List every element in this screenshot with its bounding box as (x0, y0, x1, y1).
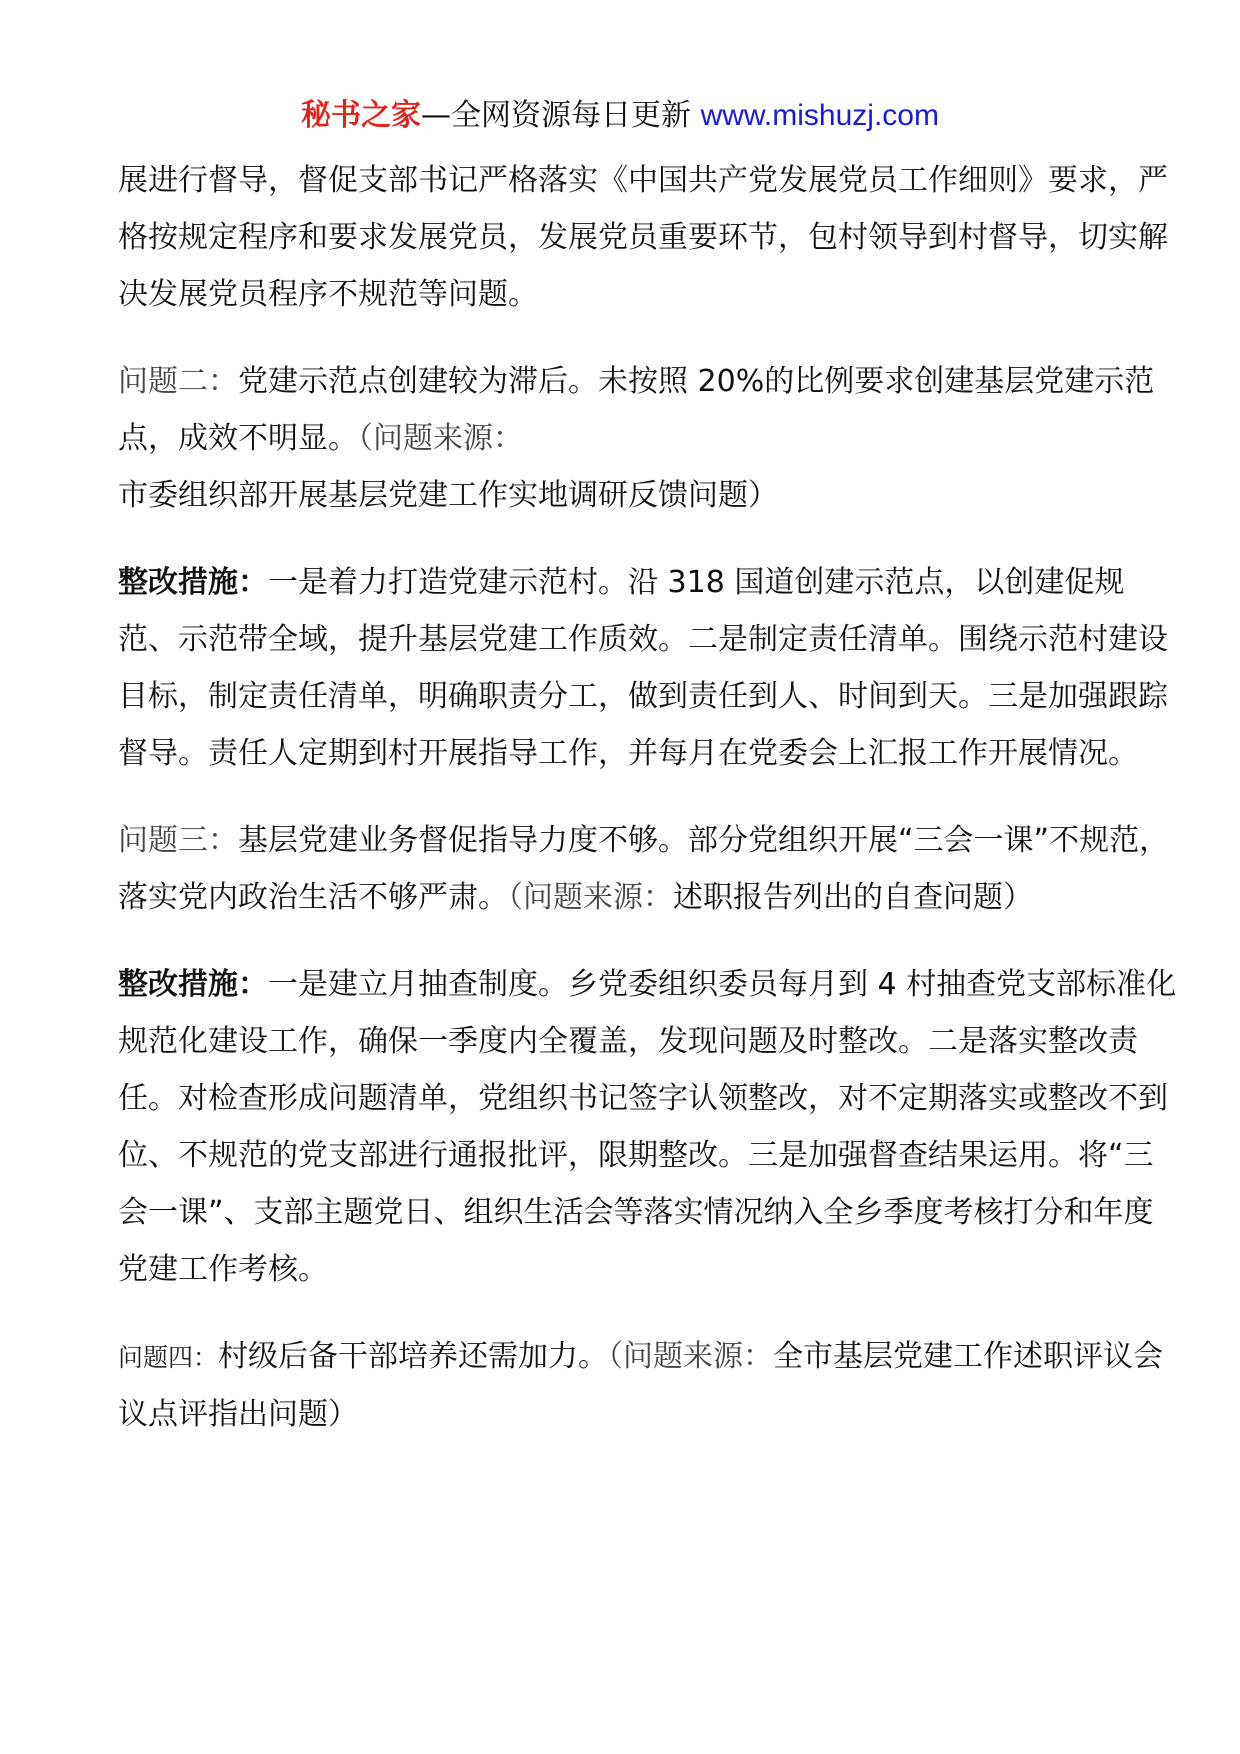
measures-two (118, 554, 1178, 782)
problem-four (118, 1328, 1178, 1443)
problem-source-text: 全市基层党建工作述职评议会议点评指出问题） (118, 1339, 1164, 1432)
brand-name: 秘书之家 (301, 98, 422, 133)
site-header (0, 96, 1240, 136)
problem-label: 问题四： (118, 1343, 219, 1372)
document-body (118, 152, 1178, 1473)
problem-text: 党建示范点创建较为滞后。未按照 20%的比例要求创建基层党建示范点，成效不明显。 (118, 364, 1155, 456)
problem-source-label: （问题来源： (608, 1339, 774, 1374)
problem-label: 问题二： (118, 364, 238, 399)
header-tagline: —全网资源每日更新 (421, 98, 701, 133)
measures-text: 一是建立月抽查制度。乡党委组织委员每月到 4 村抽查党支部标准化规范化建设工作，确保一季度内全覆盖，发现问题及时整改。二是落实整改责任。对检查形成问题清单，党组织书记签字认领整改，对不定期落实或整改不到位、不规范的党支部进行通报批评，限期整改。三是加强督查结果运用。将“三会一课”、支部主题党日、组织生活会等落实情况纳入全乡季度考核打分和年度党建工作考核。 (118, 967, 1177, 1287)
measures-text: 一是着力打造党建示范村。沿 318 国道创建示范点，以创建促规范、示范带全域，提升基层党建工作质效。二是制定责任清单。围绕示范村建设目标，制定责任清单，明确职责分工，做到责任到人、时间到天。三是加强跟踪督导。责任人定期到村开展指导工作，并每月在党委会上汇报工作开展情况。 (118, 565, 1168, 771)
problem-label: 问题三： (118, 823, 238, 858)
problem-two (118, 353, 1178, 524)
measures-label: 整改措施： (118, 565, 268, 600)
problem-source-text: 述职报告列出的自查问题） (673, 880, 1033, 915)
problem-source-label: （问题来源： (358, 421, 523, 456)
problem-source-label: （问题来源： (508, 880, 673, 915)
paragraph-text: 展进行督导，督促支部书记严格落实《中国共产党发展党员工作细则》要求，严格按规定程序和要求发展党员，发展党员重要环节，包村领导到村督导，切实解决发展党员程序不规范等问题。 (118, 163, 1168, 312)
measures-label: 整改措施： (118, 967, 268, 1002)
problem-three (118, 812, 1178, 926)
problem-source-text: 市委组织部开展基层党建工作实地调研反馈问题） (118, 478, 778, 513)
problem-text: 村级后备干部培养还需加力。 (218, 1339, 609, 1374)
measures-three (118, 956, 1178, 1298)
problem-text: 基层党建业务督促指导力度不够。部分党组织开展“三会一课”不规范，落实党内政治生活不够严肃。 (118, 823, 1170, 915)
site-url-link[interactable]: www.mishuzj.com (700, 99, 939, 132)
paragraph-continued (118, 152, 1178, 323)
